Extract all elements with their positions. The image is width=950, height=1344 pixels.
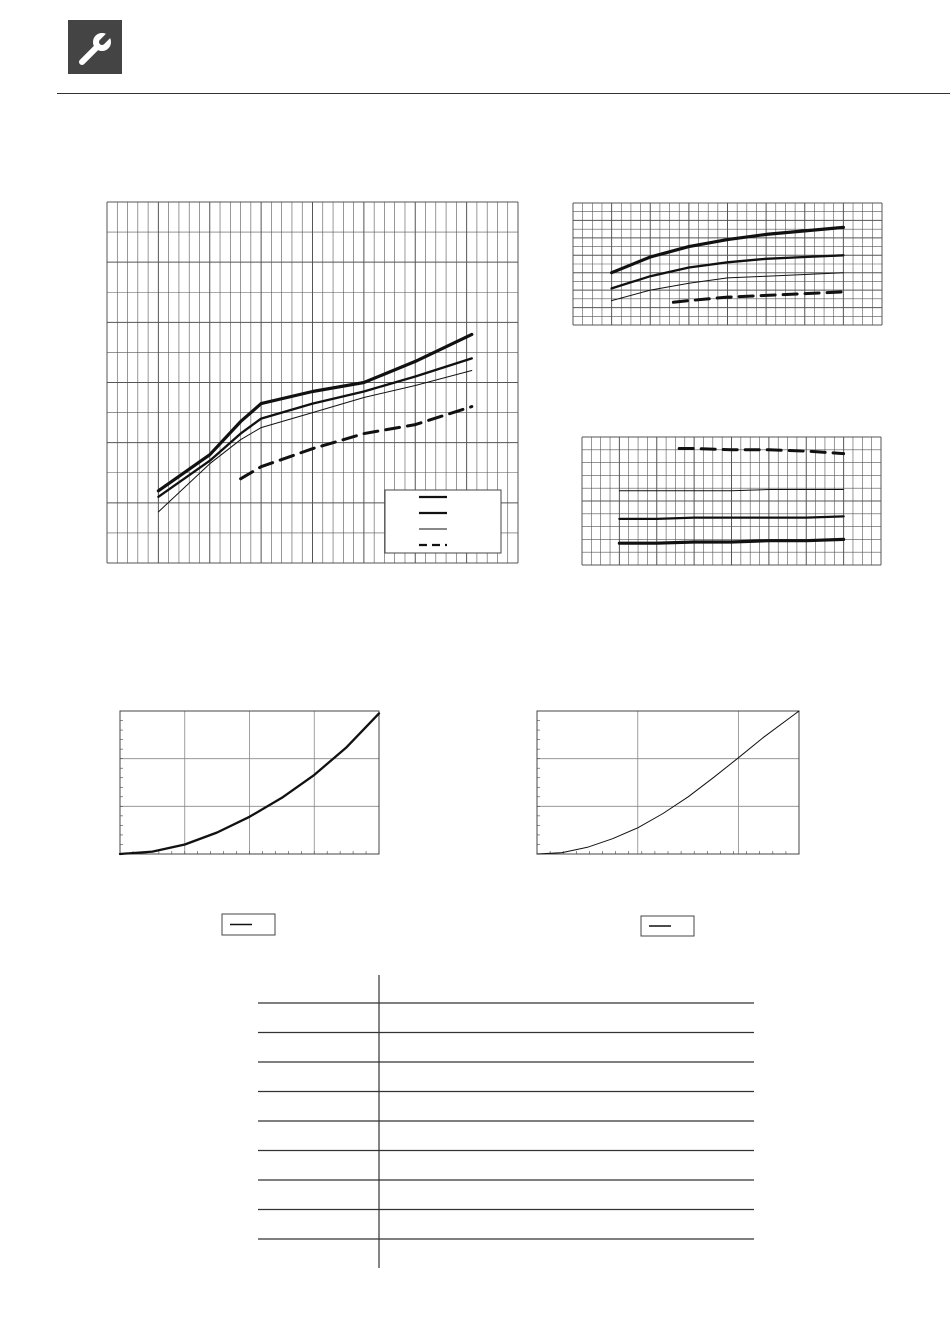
series-line-4 xyxy=(673,292,843,302)
series-line-1 xyxy=(537,711,799,854)
series-line-2 xyxy=(158,358,471,496)
series-line-1 xyxy=(679,449,843,454)
chart-3 xyxy=(582,437,881,565)
legend xyxy=(385,490,501,553)
legend-box xyxy=(385,490,501,553)
chart-5 xyxy=(537,711,799,936)
plot-frame xyxy=(537,711,799,854)
data-table xyxy=(258,975,754,1268)
chart-4 xyxy=(120,711,379,935)
chart-2 xyxy=(573,203,882,325)
chart-1 xyxy=(107,202,518,563)
series-line-3 xyxy=(619,516,843,519)
